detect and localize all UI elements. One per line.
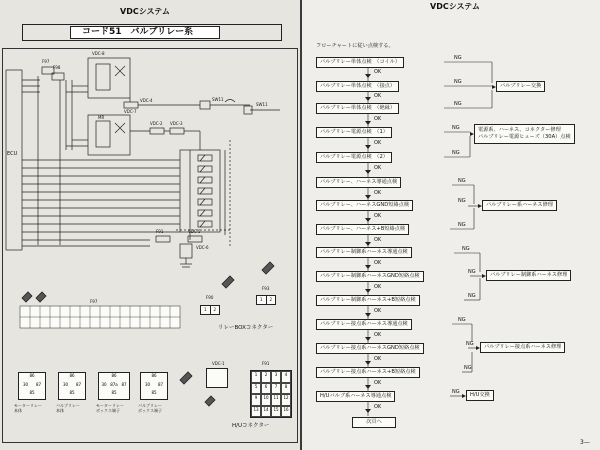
sw11-label-2: SW11 <box>256 102 268 107</box>
flow-step: バルブリレー単体点検 （コイル） <box>316 57 404 68</box>
flow-step: バルブリレー単体点検 （接点） <box>316 81 399 92</box>
hu-pin: 10 <box>261 394 271 406</box>
relay-pin: 30 <box>144 381 151 387</box>
result-power-repair-line2: バルブリレー電源ヒューズ（30A）点検 <box>478 134 571 141</box>
ng-label: NG <box>454 55 462 61</box>
result-power-repair-line1: 電源系、ハーネス、コネクター修理 <box>478 126 561 133</box>
right-page-header: VDCシステム <box>430 2 480 11</box>
f90-label: F90 <box>206 295 214 300</box>
page-title: コード51 バルブリレー系 <box>82 27 194 37</box>
f90-pin: 1 <box>201 306 211 314</box>
relay-pin: 30 <box>22 381 29 387</box>
next-page-box: 次頁へ <box>352 417 396 428</box>
ok-label: OK <box>374 237 382 243</box>
hu-pin: 5 <box>251 383 261 395</box>
hu-pin: 16 <box>281 406 291 418</box>
ng-label: NG <box>462 246 470 252</box>
ecu-label: ECU <box>7 151 18 157</box>
hu-pin: 8 <box>281 383 291 395</box>
relay-pin: 87 <box>121 381 127 387</box>
ok-label: OK <box>374 190 382 196</box>
vdc5-label: VDC-5 <box>188 229 201 234</box>
f97-label: F97 <box>90 299 98 304</box>
relay-pin: 86 <box>111 373 117 378</box>
ok-label: OK <box>374 213 382 219</box>
hu-pin: 3 <box>271 371 281 383</box>
vdc3-label: VDC-3 <box>170 121 183 126</box>
ok-label: OK <box>374 308 382 314</box>
ok-label: OK <box>374 332 382 338</box>
ng-label: NG <box>468 269 476 275</box>
relay-pin: 85 <box>29 390 35 396</box>
f93-label: F93 <box>262 286 270 291</box>
hu-pin: 1 <box>251 371 261 383</box>
ng-label: NG <box>454 79 462 85</box>
flow-step: バルブリレー単体点検 （絶縁） <box>316 103 399 114</box>
ng-label: NG <box>458 178 466 184</box>
ok-label: OK <box>374 404 382 410</box>
vdc1-label: VDC-1 <box>212 361 225 366</box>
left-page-header: VDCシステム <box>120 7 170 16</box>
ok-label: OK <box>374 140 382 146</box>
ng-label: NG <box>468 293 476 299</box>
valve-relay-box-pins <box>140 372 168 400</box>
result-power-repair <box>474 124 575 144</box>
flow-step: H/Uバルブ系ハーネス導通点検 <box>316 391 395 402</box>
relay-pin: 86 <box>69 373 75 378</box>
intro-text: フローチャートに従い点検する。 <box>316 43 394 49</box>
f90-pin: 2 <box>213 307 217 312</box>
relay-box-connector-label: リレーBOXコネクター <box>218 325 274 331</box>
flow-step: バルブリレー制御系ハーネスGND短絡点検 <box>316 271 424 282</box>
relay-pin: 30 <box>62 381 69 387</box>
f90-connector <box>200 305 220 315</box>
f91-label: F91 <box>156 229 164 234</box>
vdc1-connector <box>206 368 228 388</box>
relay-pin: 86 <box>29 373 35 378</box>
f93-pin: 2 <box>269 297 273 302</box>
ng-label: NG <box>452 150 460 156</box>
hu-pin: 14 <box>261 406 271 418</box>
ng-label: NG <box>452 389 460 395</box>
result-hu-replace: H/U交換 <box>466 390 494 401</box>
flow-step: バルブリレー制御系ハーネス導通点検 <box>316 247 412 258</box>
flow-step: バルブリレー接点系ハーネス導通点検 <box>316 319 412 330</box>
ng-label: NG <box>454 101 462 107</box>
vdc7-label: VDC-7 <box>124 109 137 114</box>
right-page <box>302 0 600 450</box>
ng-label: NG <box>466 341 474 347</box>
f93-connector <box>256 295 276 305</box>
flow-step: バルブリレー、ハーネス+B短絡点検 <box>316 224 409 235</box>
flow-step: バルブリレー、ハーネス導通点検 <box>316 177 401 188</box>
ok-label: OK <box>374 380 382 386</box>
motor-relay-box-label: モーターリレー ボックス端子 <box>96 403 124 413</box>
relay-pin: 85 <box>151 390 157 396</box>
relay-pin: 87 <box>157 381 164 387</box>
ok-label: OK <box>374 356 382 362</box>
page-number: 3— <box>580 439 590 446</box>
ng-label: NG <box>452 125 460 131</box>
valve-relay-label: バルブリレー 本体 <box>56 403 80 413</box>
f93-pin: 1 <box>257 296 267 304</box>
hu-connector-label: H/Uコネクター <box>232 423 270 429</box>
relay-pin: 87a <box>110 381 118 387</box>
result-relay-harness-repair: バルブリレー系ハーネス修理 <box>482 200 557 211</box>
motor-relay-box-pins <box>98 372 130 400</box>
ok-label: OK <box>374 284 382 290</box>
vdc8-label: VDC-8 <box>92 51 105 56</box>
flow-step: バルブリレー電源点検 （1） <box>316 127 392 138</box>
relay-pin: 85 <box>111 390 117 396</box>
result-control-harness-repair: バルブリレー制御系ハーネス修理 <box>486 270 571 281</box>
flow-step: バルブリレー制御系ハーネス+B短絡点検 <box>316 295 420 306</box>
hu-pin: 15 <box>271 406 281 418</box>
ng-label: NG <box>458 317 466 323</box>
hu-connector <box>250 370 292 418</box>
relay-pin: 85 <box>69 390 75 396</box>
motor-relay-pins <box>18 372 46 400</box>
flow-step: バルブリレー接点系ハーネス+B短絡点検 <box>316 367 420 378</box>
relay-pin: 86 <box>151 373 157 378</box>
hu-pin: 9 <box>251 394 261 406</box>
ng-label: NG <box>458 198 466 204</box>
result-contact-harness-repair: バルブリレー接点系ハーネス修理 <box>480 342 565 353</box>
relay-pin: 87 <box>75 381 82 387</box>
relay-pin: 87 <box>35 381 42 387</box>
flow-step: バルブリレー接点系ハーネスGND短絡点検 <box>316 343 424 354</box>
vdc6-label: VDC-6 <box>196 245 209 250</box>
ok-label: OK <box>374 69 382 75</box>
vdc2-label: VDC-2 <box>150 121 163 126</box>
hu-pin: 7 <box>271 383 281 395</box>
sw11-label-1: SW11 <box>212 97 224 102</box>
relay-pin: 30 <box>101 381 107 387</box>
hu-pin: 2 <box>261 371 271 383</box>
ok-label: OK <box>374 260 382 266</box>
mr-label: MR <box>98 115 105 120</box>
result-relay-replace: バルブリレー交換 <box>496 81 545 92</box>
f91-connector-label: F91 <box>262 361 270 366</box>
ok-label: OK <box>374 116 382 122</box>
f98-connector-label: F98 <box>53 65 61 70</box>
vdc4-label: VDC-4 <box>140 98 153 103</box>
flow-step: バルブリレー、ハーネスGND短絡点検 <box>316 200 413 211</box>
valve-relay-pins <box>58 372 86 400</box>
hu-pin: 11 <box>271 394 281 406</box>
motor-relay-label: モーターリレー 本体 <box>14 403 42 413</box>
hu-pin: 13 <box>251 406 261 418</box>
ok-label: OK <box>374 93 382 99</box>
ng-label: NG <box>464 365 472 371</box>
hu-pin: 4 <box>281 371 291 383</box>
hu-pin: 12 <box>281 394 291 406</box>
ok-label: OK <box>374 165 382 171</box>
flow-step: バルブリレー電源点検 （2） <box>316 152 392 163</box>
ng-label: NG <box>458 222 466 228</box>
hu-pin: 6 <box>261 383 271 395</box>
valve-relay-box-label: バルブリレー ボックス端子 <box>138 403 162 413</box>
f97-connector-label: F97 <box>42 59 50 64</box>
